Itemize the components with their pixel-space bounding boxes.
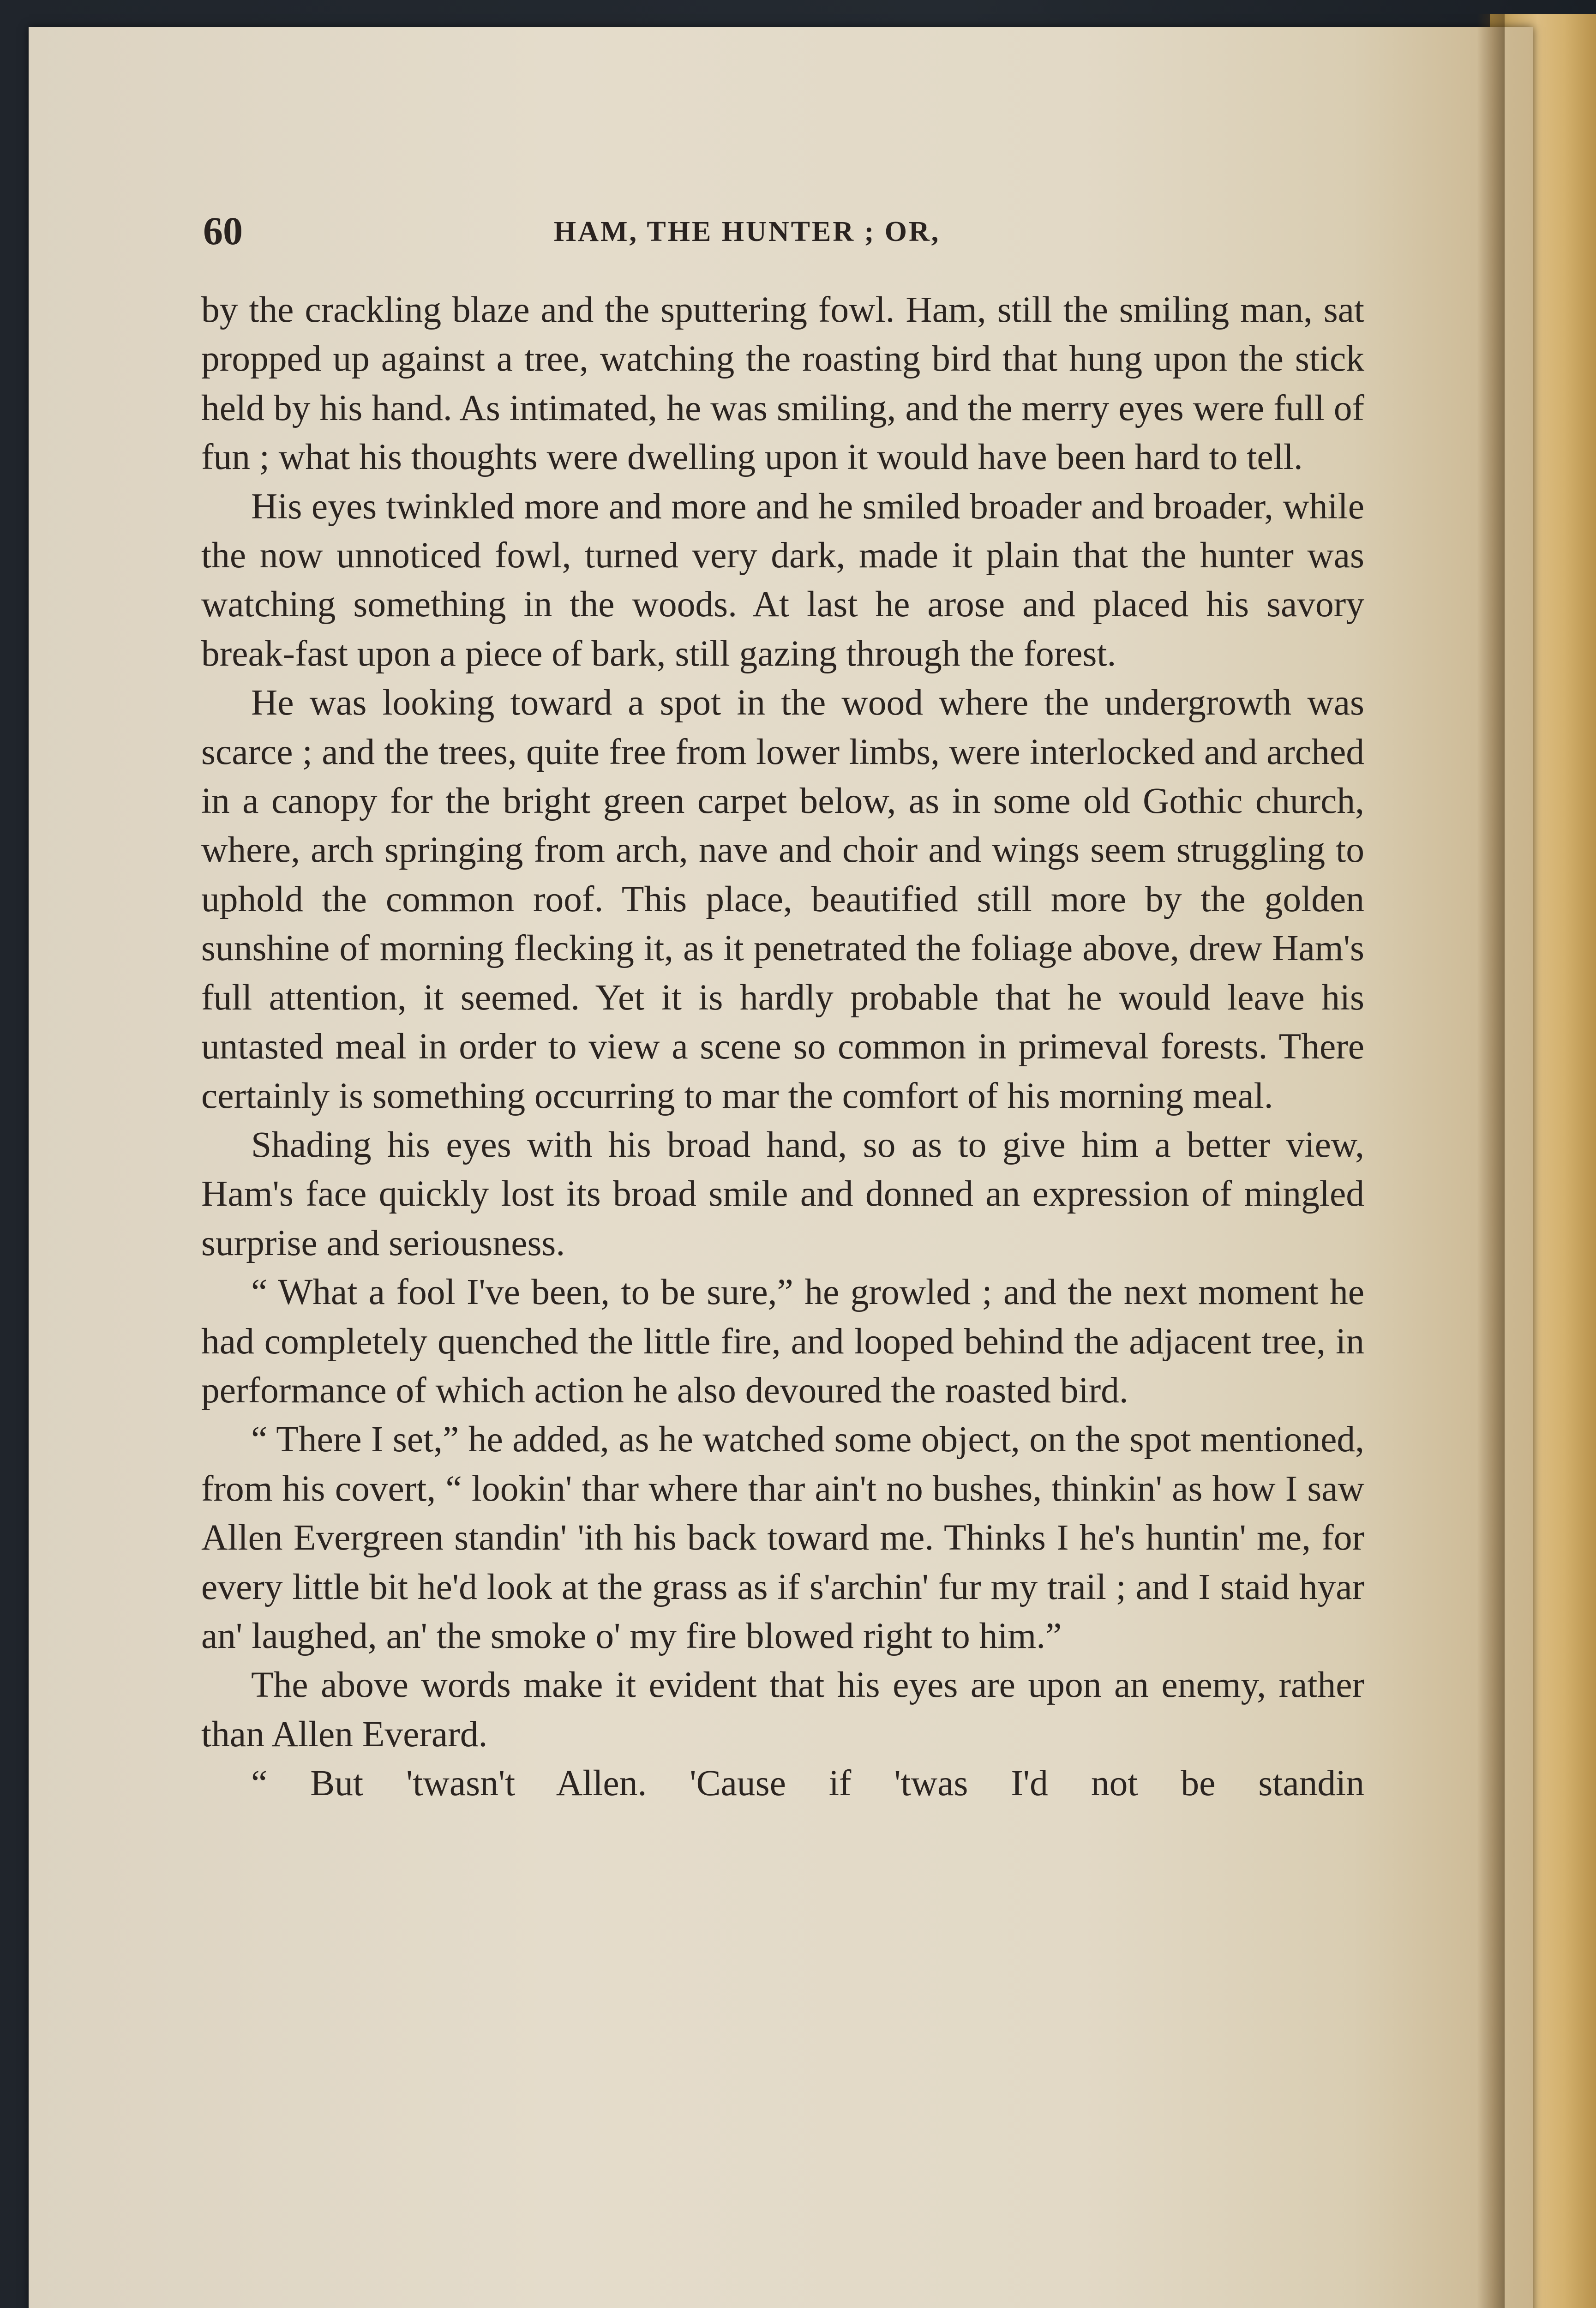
paragraph-6: “ There I set,” he added, as he watched some object, on the spot mentioned, from his covert, “ lookin' thar where thar ain't no bushes, thinkin' as how I saw Allen Evergreen standin' 'ith his back toward me. Thinks I he's huntin' me, for every little bit he'd look at the grass as if s'archin' fur my trail ; and I staid hyar an' laughed, an' the smoke o' my fire blowed right to him.”: [201, 1419, 1364, 1656]
page-number: 60: [203, 209, 243, 253]
running-title: HAM, THE HUNTER ; OR,: [554, 216, 941, 247]
gutter-shadow: [1477, 14, 1505, 2308]
paragraph-8: “ But 'twasn't Allen. 'Cause if 'twas I'd not be standin: [251, 1763, 1364, 1804]
paragraph-2: His eyes twinkled more and more and he smiled broader and broader, while the now unnoticed fowl, turned very dark, made it plain that the hunter was watching something in the woods. At last he arose and placed his savory break-fast upon a piece of bark, still gazing through the forest.: [201, 486, 1364, 674]
paragraph-5: “ What a fool I've been, to be sure,” he growled ; and the next moment he had completely quenched the little fire, and looped behind the adjacent tree, in performance of which action he also devoured the roasted bird.: [201, 1272, 1364, 1411]
paragraph-1: by the crackling blaze and the sputtering fowl. Ham, still the smiling man, sat propped up against a tree, watching the roasting bird that hung upon the stick held by his hand. As intimated, he was smiling, and the merry eyes were full of fun ; what his thoughts were dwelling upon it would have been hard to tell.: [201, 289, 1364, 478]
running-head: [203, 205, 1385, 256]
paragraph-7: The above words make it evident that his eyes are upon an enemy, rather than Allen Everard.: [201, 1665, 1364, 1755]
paragraph-4: Shading his eyes with his broad hand, so as to give him a better view, Ham's face quickly lost its broad smile and donned an expression of mingled surprise and seriousness.: [201, 1124, 1364, 1263]
body-text: [201, 285, 1364, 1808]
paragraph-3: He was looking toward a spot in the wood where the undergrowth was scarce ; and the trees, quite free from lower limbs, were interlocked and arched in a canopy for the bright green carpet below, as in some old Gothic church, where, arch springing from arch, nave and choir and wings seem struggling to uphold the common roof. This place, beautified still more by the golden sunshine of morning flecking it, as it penetrated the foliage above, drew Ham's full attention, it seemed. Yet it is hardly probable that he would leave his untasted meal in order to view a scene so common in primeval forests. There certainly is something occurring to mar the comfort of his morning meal.: [201, 682, 1364, 1116]
